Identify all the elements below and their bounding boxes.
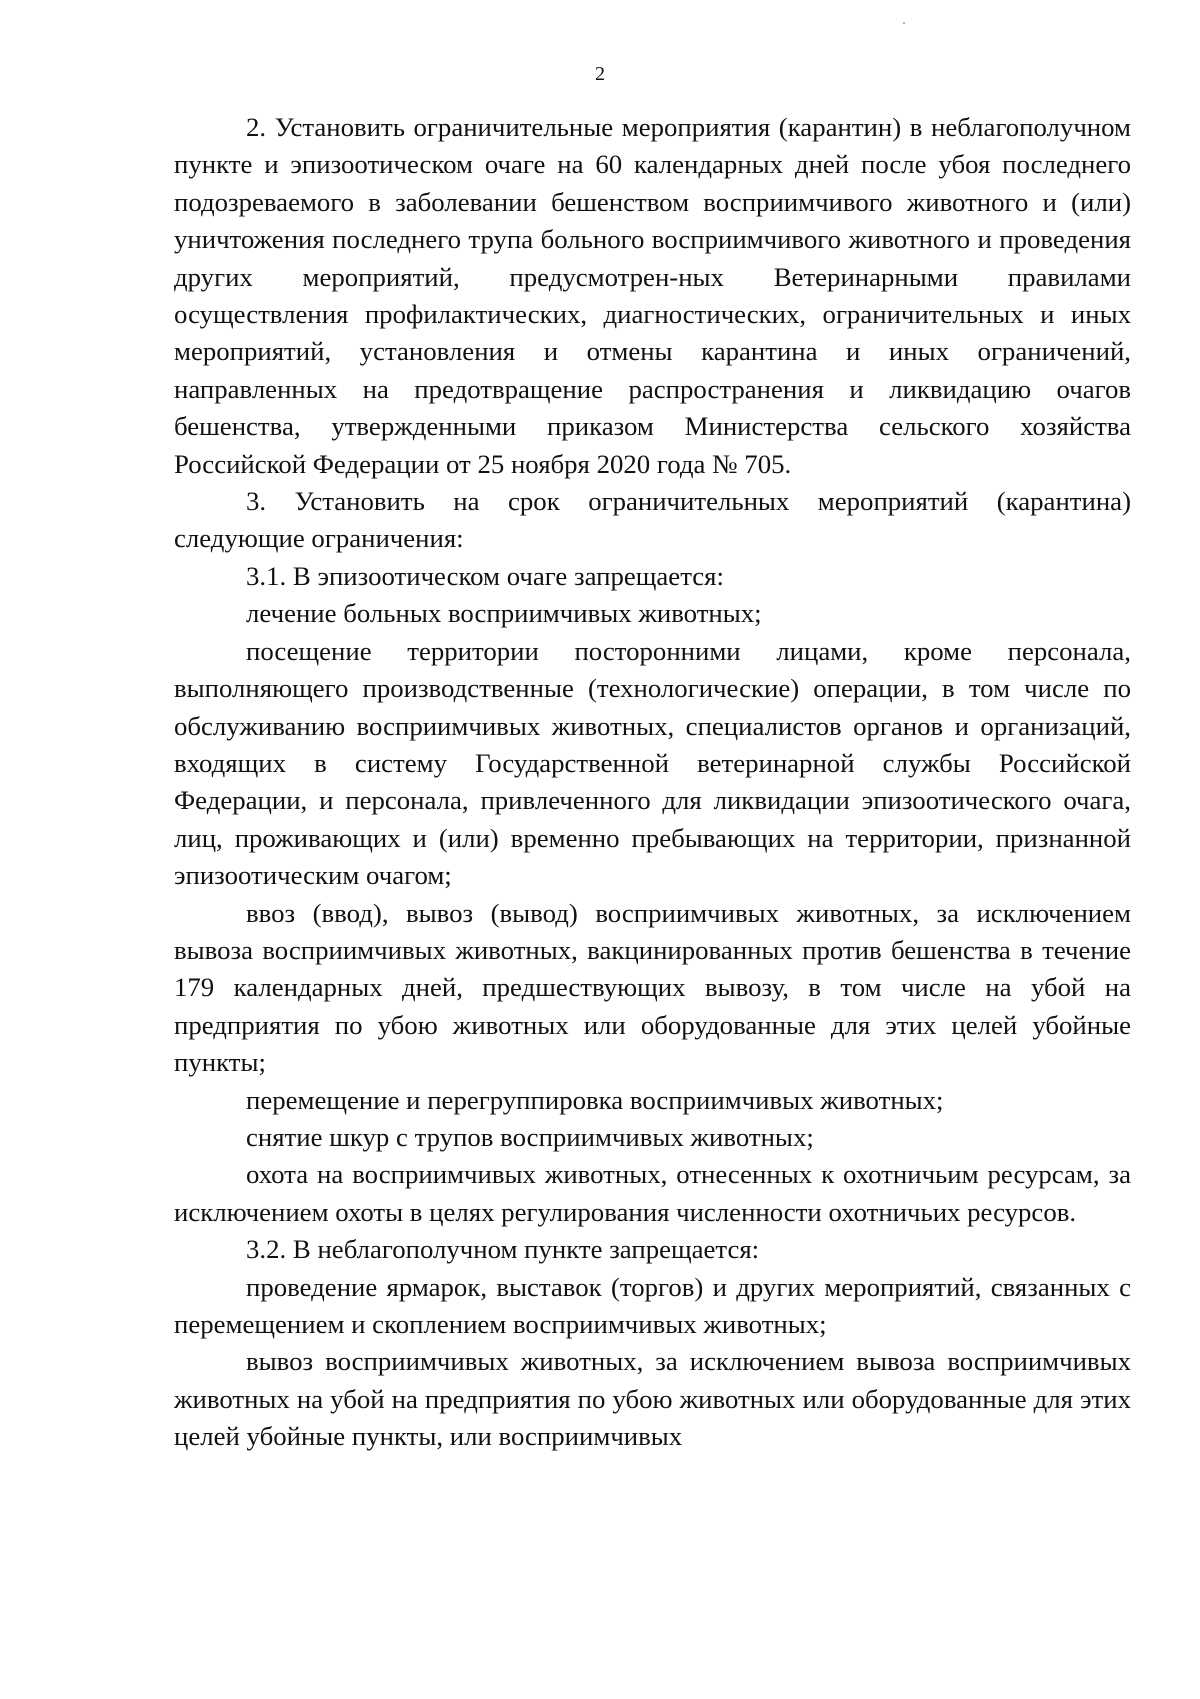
paragraph-quarantine-setup: 2. Установить ограничительные мероприятия (карантин) в неблагополучном пункте и эпизоотическом очаге на 60 календарных дней после убоя последнего подозреваемого в заболевании бешенством восприимчивого животного и (или) уничтожения последнего трупа больного восприимчивого животного и проведения других мероприятий, предусмотрен-ных Ветеринарными правилами осуществления профилактических, диагностических, ограничительных и иных мероприятий, установления и отмены карантина и иных ограничений, направленных на предотвращение распространения и ликвидацию очагов бешенства, утвержденными приказом Министерства сельского хозяйства Российской Федерации от 25 ноября 2020 года № 705. [174,112,1131,479]
paragraph-visit-ban: посещение территории посторонними лицами, кроме персонала, выполняющего производственные (технологические) операции, в том числе по обслуживанию восприимчивых животных, специалистов органов и организаций, входящих в систему Государственной ветеринарной службы Российской Федерации, и персонала, привлеченного для ликвидации эпизоотического очага, лиц, проживающих и (или) временно пребывающих на территории, признанной эпизоотическим очагом; [174,635,1131,891]
paragraph-restrictions-intro: 3. Установить на срок ограничительных мероприятий (карантина) следующие ограничения: [174,486,1131,554]
paragraph-export-ban: вывоз восприимчивых животных, за исключением вывоза восприимчивых животных на убой на предприятия по убою животных или оборудованные для этих целей убойные пункты, или восприимчивых [174,1346,1131,1452]
paragraph-fairs-ban: проведение ярмарок, выставок (торгов) и других мероприятий, связанных с перемещением и скоплением восприимчивых животных; [174,1271,1131,1339]
paragraph-unfavorable-point-heading: 3.2. В неблагополучном пункте запрещается: [246,1234,760,1265]
paragraph-movement-ban: перемещение и перегруппировка восприимчивых животных; [246,1084,944,1115]
page-number: 2 [595,63,605,85]
paragraph-epizootic-focus-heading: 3.1. В эпизоотическом очаге запрещается: [246,560,724,591]
document-body [174,109,1131,1456]
paragraph-skinning-ban: снятие шкур с трупов восприимчивых животных; [246,1121,814,1152]
paragraph-treatment-ban: лечение больных восприимчивых животных; [246,598,762,629]
paragraph-hunting-ban: охота на восприимчивых животных, отнесенных к охотничьим ресурсам, за исключением охоты в целях регулирования численности охотничьих ресурсов. [174,1159,1131,1227]
scan-speck [903,22,905,24]
paragraph-import-export-ban: ввоз (ввод), вывоз (вывод) восприимчивых животных, за исключением вывоза восприимчивых животных, вакцинированных против бешенства в течение 179 календарных дней, предшествующих вывозу, в том числе на убой на предприятия по убою животных или оборудованные для этих целей убойные пункты; [174,897,1131,1078]
